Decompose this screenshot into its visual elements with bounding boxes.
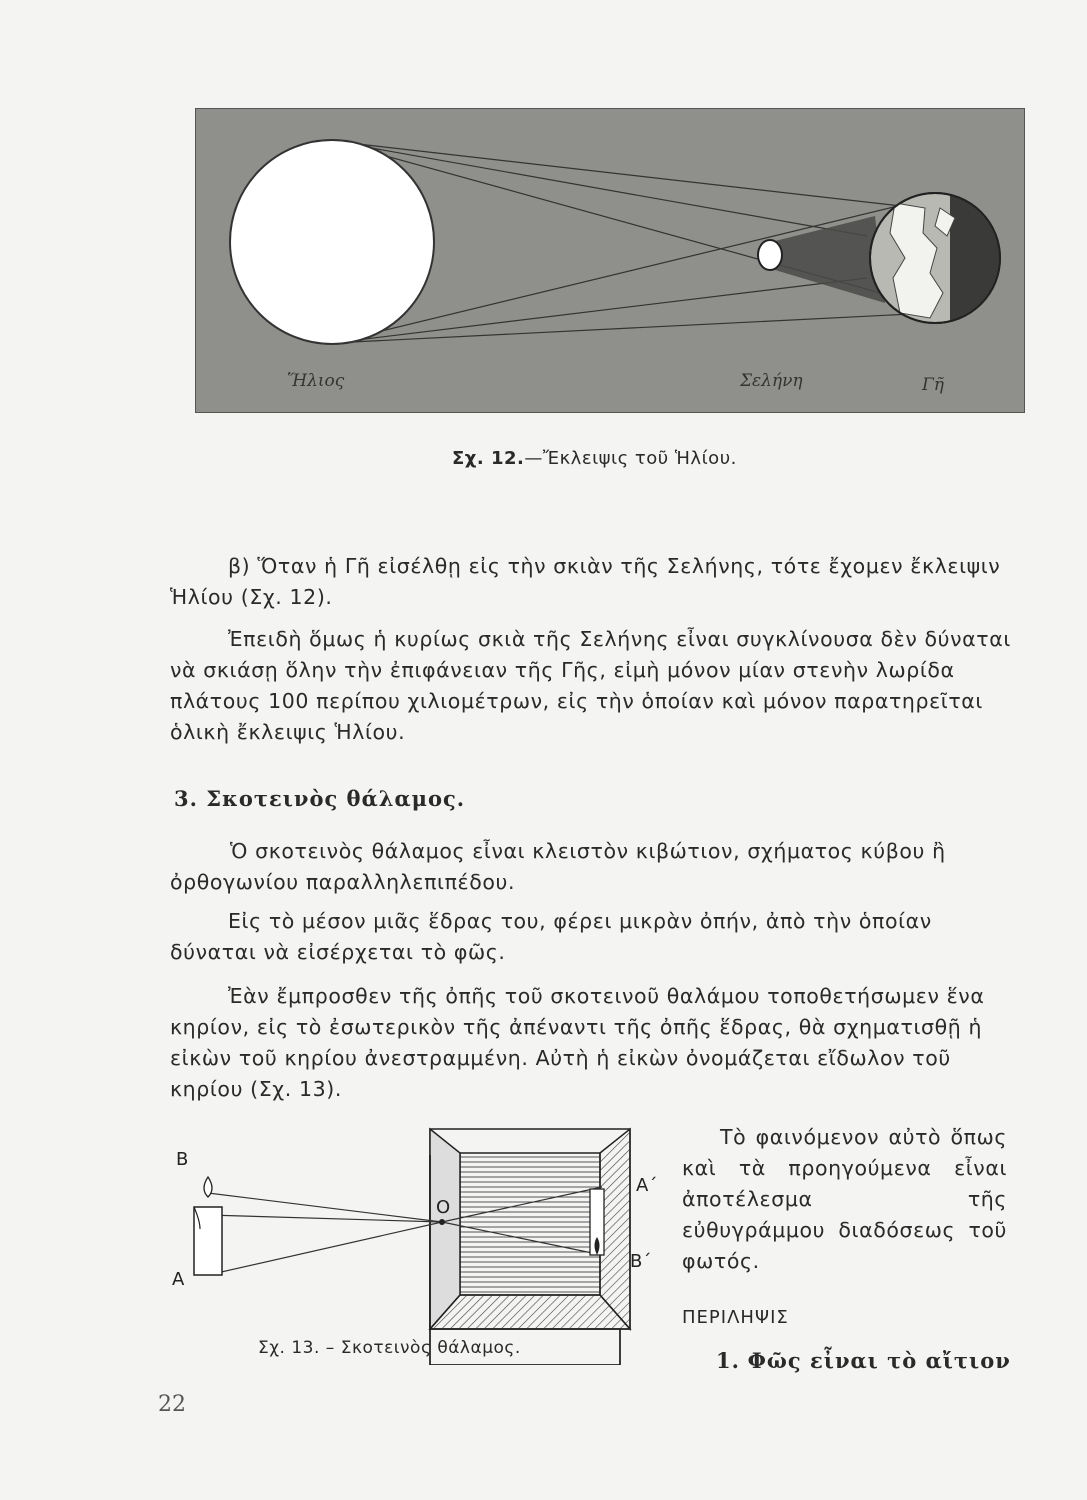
summary-item-1-text: Φῶς εἶναι τὸ αἴτιον: [747, 1348, 1011, 1373]
label-b: B: [176, 1149, 189, 1170]
page-number: 22: [158, 1392, 186, 1417]
figure12-caption: [452, 448, 737, 469]
pinhole: [439, 1219, 445, 1225]
figure12-caption-text: —Ἔκλειψις τοῦ Ἡλίου.: [524, 448, 737, 469]
paragraph-eclipse-condition: β) Ὅταν ἡ Γῆ εἰσέλθῃ εἰς τὴν σκιὰν τῆς Σελήνης, τότε ἔχομεν ἔκλειψιν Ἡλίου (Σχ. 12).: [170, 554, 1001, 609]
label-a-prime: A΄: [636, 1175, 658, 1196]
summary-item-1-number: 1.: [716, 1348, 740, 1373]
side-paragraph: Τὸ φαινόμενον αὐτὸ ὅπως καὶ τὰ προηγούμενα εἶναι ἀποτέλεσμα τῆς εὐθυγράμμου διαδόσεως τοῦ φωτός.: [682, 1125, 1007, 1273]
eclipse-figure: [195, 108, 1025, 413]
figure12-caption-number: Σχ. 12.: [452, 448, 525, 469]
moon-disc: [758, 240, 782, 270]
sun-disc: [230, 140, 434, 344]
label-b-prime: B΄: [630, 1251, 652, 1272]
label-a: A: [172, 1269, 185, 1290]
summary-heading: ΠΕΡΙΛΗΨΙΣ: [682, 1307, 789, 1328]
candle: [194, 1177, 222, 1275]
label-moon: Σελήνη: [740, 371, 803, 391]
paragraph-camera-definition: Ὁ σκοτεινὸς θάλαμος εἶναι κλειστὸν κιβώτιον, σχήματος κύβου ἢ ὀρθογωνίου παραλληλεπιπέδου.: [170, 839, 946, 894]
figure13-caption-text: – Σκοτεινὸς θάλαμος.: [319, 1338, 521, 1358]
camera-obscura-figure: [170, 1125, 670, 1365]
figure13-caption-number: Σχ. 13.: [258, 1338, 320, 1358]
label-sun: Ἥλιος: [287, 371, 345, 391]
inverted-candle-image: [590, 1189, 604, 1255]
summary-item-1: [716, 1348, 1011, 1373]
figure13-caption: [258, 1338, 521, 1358]
paragraph-camera-hole: Εἰς τὸ μέσον μιᾶς ἕδρας του, φέρει μικρὰν ὀπήν, ἀπὸ τὴν ὁποίαν δύναται νὰ εἰσέρχεται τὸ φῶς.: [170, 909, 932, 964]
paragraph-camera-image: Ἐὰν ἔμπροσθεν τῆς ὀπῆς τοῦ σκοτεινοῦ θαλάμου τοποθετήσωμεν ἕνα κηρίον, εἰς τὸ ἐσωτερικὸν τῆς ἀπέναντι τῆς ὀπῆς ἕδρας, θὰ σχηματισθῇ ἡ εἰκὼν τοῦ κηρίου ἀνεστραμμένη. Αὐτὴ ἡ εἰκὼν ὀνομάζεται εἴδωλον τοῦ κηρίου (Σχ. 13).: [170, 984, 985, 1101]
label-earth: Γῆ: [922, 375, 944, 395]
paragraph-shadow-strip: Ἐπειδὴ ὅμως ἡ κυρίως σκιὰ τῆς Σελήνης εἶναι συγκλίνουσα δὲν δύναται νὰ σκιάσῃ ὅλην τὴν ἐπιφάνειαν τῆς Γῆς, εἰμὴ μόνον μίαν στενὴν λωρίδα πλάτους 100 περίπου χιλιομέτρων, εἰς τὴν ὁποίαν καὶ μόνον παρατηρεῖται ὁλικὴ ἔκλειψις Ἡλίου.: [170, 627, 1011, 744]
label-o: O: [436, 1197, 451, 1218]
section-heading: 3. Σκοτεινὸς θάλαμος.: [174, 786, 466, 811]
